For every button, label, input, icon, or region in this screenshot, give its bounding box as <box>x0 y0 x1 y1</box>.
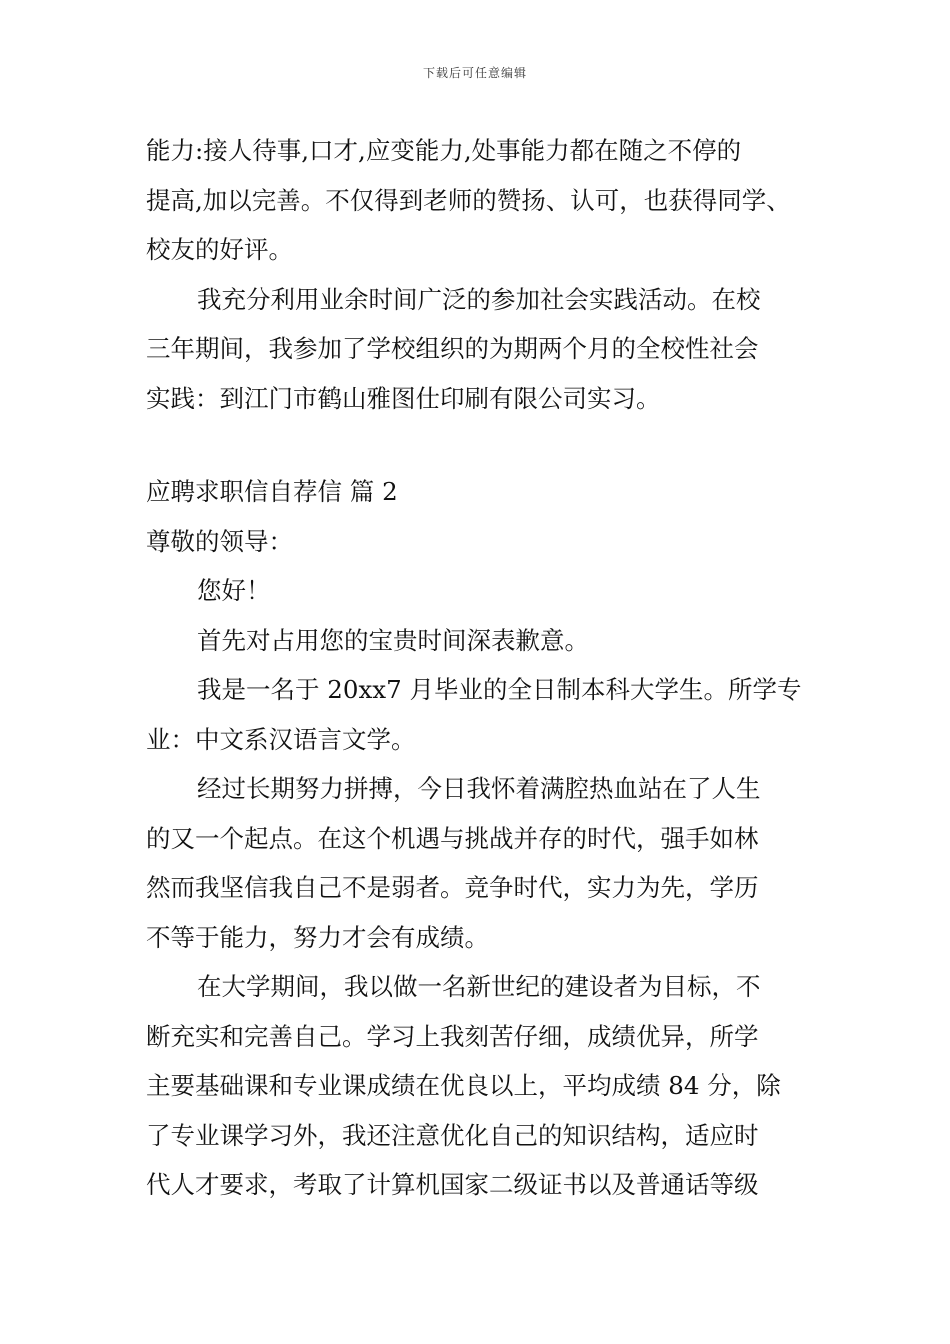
text-line: 不等于能力，努力才会有成绩。 <box>146 922 489 952</box>
text-line: 实践：到江门市鹤山雅图仕印刷有限公司实习。 <box>146 383 661 413</box>
text-line: 代人才要求，考取了计算机国家二级证书以及普通话等级 <box>146 1170 759 1199</box>
salutation: 尊敬的领导： <box>146 526 293 556</box>
text-line: 能力:接人待事,口才,应变能力,处事能力都在随之不停的 <box>146 136 742 165</box>
text-line: 然而我坚信我自己不是弱者。竞争时代，实力为先，学历 <box>146 873 759 902</box>
section-title: 应聘求职信自荐信 篇 2 <box>146 477 398 506</box>
text-line: 校友的好评。 <box>146 235 293 264</box>
text-line: 我充分利用业余时间广泛的参加社会实践活动。在校 <box>197 284 761 314</box>
document-body <box>146 126 810 1210</box>
text-line: 经过长期努力拼搏，今日我怀着满腔热血站在了人生 <box>197 774 761 803</box>
text-line: 业：中文系汉语言文学。 <box>146 724 416 754</box>
page-header: 下载后可任意编辑 <box>422 66 527 80</box>
text-line: 的又一个起点。在这个机遇与挑战并存的时代，强手如林 <box>146 823 759 853</box>
text-line: 首先对占用您的宝贵时间深表歉意。 <box>197 625 589 655</box>
text-line: 三年期间，我参加了学校组织的为期两个月的全校性社会 <box>146 334 759 363</box>
text-line: 我是一名于 20xx7 月毕业的全日制本科大学生。所学专 <box>197 675 802 704</box>
text-line: 主要基础课和专业课成绩在优良以上，平均成绩 84 分，除 <box>146 1071 781 1100</box>
text-line: 断充实和完善自己。学习上我刻苦仔细，成绩优异，所学 <box>146 1021 759 1051</box>
greeting: 您好！ <box>197 576 271 605</box>
text-line: 了专业课学习外，我还注意优化自己的知识结构，适应时 <box>146 1120 759 1150</box>
text-line: 在大学期间，我以做一名新世纪的建设者为目标，不 <box>197 972 761 1001</box>
text-line: 提高,加以完善。不仅得到老师的赞扬、认可，也获得同学、 <box>146 185 791 215</box>
